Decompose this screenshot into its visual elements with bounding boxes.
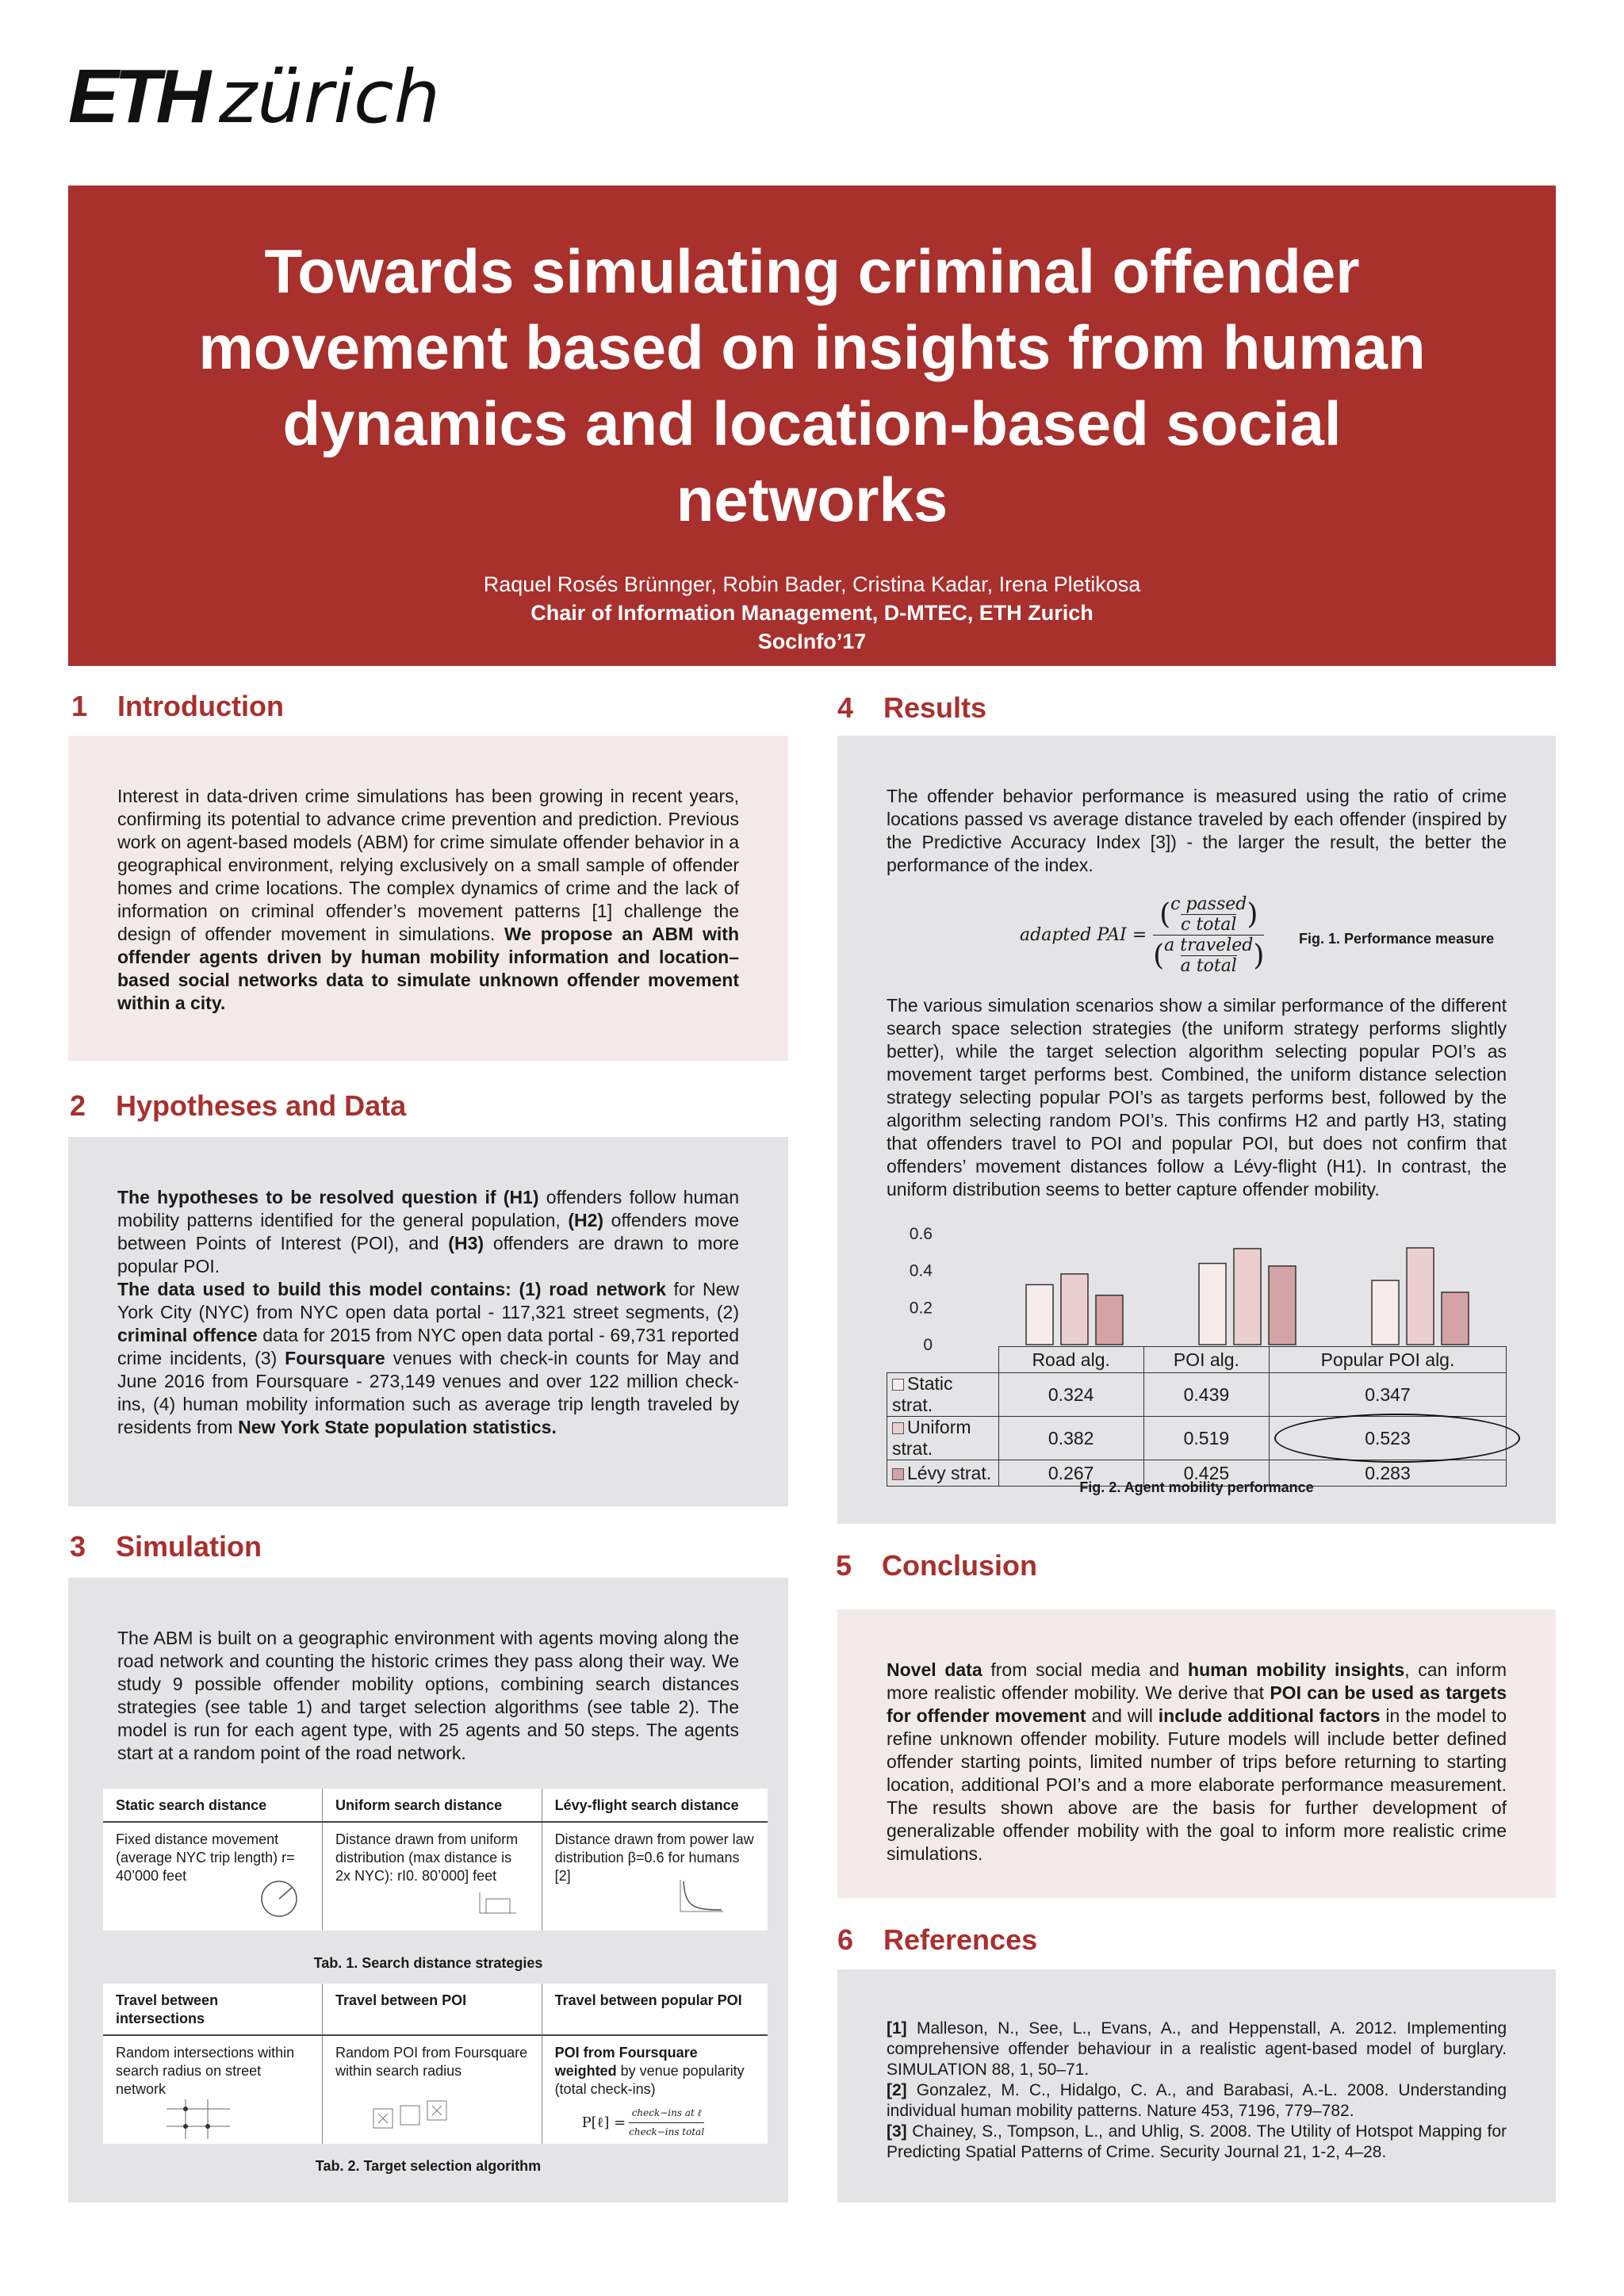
data-value-label [998,1373,1143,1417]
formula-n1: c passed [1170,894,1247,914]
table-header-row [103,1789,768,1822]
table-row [103,2035,768,2144]
formula-fraction [1153,894,1264,976]
text-regular: offenders follow human mobility patterns identified for the general population, [117,1187,740,1230]
cell-text: Distance drawn from uniform distribution (max distance is 2x NYC): rI0. 80’000] feet [335,1831,519,1884]
y-tick-label: 0 [923,1336,933,1354]
section-number: 2 [70,1089,86,1122]
bar-static-strat-1 [1199,1264,1226,1345]
section-number: 3 [70,1530,86,1563]
section-heading-introduction [71,690,284,723]
reference-tag: [1] [887,2019,907,2038]
chart-table-corner [887,1347,999,1373]
formula-lhs: adapted PAI = [1020,925,1147,945]
section-heading-simulation [70,1530,262,1563]
reference-text: Gonzalez, M. C., Hidalgo, C. A., and Barabasi, A.-L. 2008. Understanding individual human mobility patterns. Nature 453, 7196, 779–782. [887,2081,1507,2120]
series-name: Lévy strat. [907,1462,992,1483]
data-value-label [1143,1373,1269,1417]
text-bold: include additional factors [1158,1705,1381,1726]
table-cell-popular-poi [542,2035,768,2144]
data-value-label [1269,1373,1506,1417]
cell-text: Distance drawn from power law distribution β=0.6 for humans [2] [554,1831,754,1884]
series-name: Static strat. [892,1373,953,1415]
hypotheses-text [117,1186,739,1278]
y-tick-label: 0.4 [909,1261,933,1280]
text-bold: (H3) [448,1233,485,1253]
svg-text:ETH: ETH [68,55,206,135]
table-header: Static search distance [103,1789,323,1822]
cell-text-bold: POI from Foursquare weighted [554,2045,698,2079]
table-cell-uniform [323,1822,542,1931]
text-bold: (H1) [503,1187,539,1207]
formula-fraction [629,2104,704,2141]
table2-caption: Tab. 2. Target selection algorithm [315,2158,542,2174]
legend-swatch [892,1379,904,1391]
value-text: 0.519 [1183,1427,1230,1448]
table-cell-intersections [103,2035,323,2144]
formula-numerator: check−ins at ℓ [631,2107,702,2118]
section-number: 6 [837,1923,854,1956]
introduction-text [117,785,739,1015]
text-bold: Novel data [887,1659,982,1680]
chart-category-label: Popular POI alg. [1269,1347,1506,1373]
cell-text: Random POI from Foursquare within search radius [335,2045,528,2079]
cell-text [555,2044,755,2099]
section-title: Conclusion [882,1549,1037,1582]
chart-table-row [887,1373,1507,1417]
section-title: Hypotheses and Data [116,1089,407,1122]
text-bold: The data used to build this model contains: (1) road network [117,1279,666,1299]
formula-denominator: ( a traveled a total ) [1153,936,1265,976]
authors: Raquel Rosés Brünnger, Robin Bader, Cristina Kadar, Irena Pletikosa [483,572,1141,596]
table-header: Travel between intersections [103,1984,323,2035]
eth-zurich-logo [68,55,465,135]
chart-category-label: Road alg. [998,1347,1143,1373]
table-header: Uniform search distance [323,1789,542,1822]
y-tick-label: 0.2 [909,1299,933,1318]
reference-item [887,2080,1507,2122]
value-text: 0.347 [1365,1383,1411,1405]
formula-d1: c total [1181,915,1237,935]
formula-denominator: check−ins total [629,2122,704,2141]
formula-numerator: ( c passed c total ) [1159,894,1258,935]
value-text: 0.523 [1365,1427,1411,1448]
text-regular: and will [1086,1705,1159,1726]
target-selection-table [103,1984,768,2144]
table-header: Travel between POI [323,1984,542,2035]
chart-category-label: POI alg. [1143,1347,1269,1373]
poi-markers-icon [370,2098,450,2133]
reference-text: Chainey, S., Tompson, L., and Uhlig, S. 2008. The Utility of Hotspot Mapping for Predicting Spatial Patterns of Crime. Security Journal 21, 1-2, 4–28. [887,2122,1507,2161]
cell-text-regular: by venue popularity (total check-ins) [554,2063,745,2097]
reference-item [887,2122,1507,2163]
table-header: Lévy-flight search distance [542,1789,768,1822]
section-heading-results [837,691,986,725]
section-title: Introduction [117,690,284,722]
radius-circle-icon [259,1878,300,1919]
table-cell-static [103,1822,323,1931]
table-cell-poi [323,2035,542,2144]
series-legend-cell [887,1417,999,1460]
formula-n2: a traveled [1164,936,1254,955]
introduction-box [68,736,788,1061]
results-text-1: The offender behavior performance is measured using the ratio of crime locations passed vs average distance traveled by each offender (inspired by the Predictive Accuracy Index [3]) - the larger the result, the better the performance of the index. [887,786,1507,875]
series-name: Uniform strat. [892,1417,971,1459]
references-list [887,2019,1507,2163]
text-bold: Foursquare [285,1348,385,1368]
formula-lhs: P[ℓ] = [581,2114,626,2131]
results-text-2: The various simulation scenarios show a similar performance of the different search space selection strategies (the uniform strategy performs slightly better), while the target selection algorithm selecting popular POI’s as movement target performs best. Combined, the uniform distance selection strategy selecting popular POI’s as targets performs best, followed by the algorithm selecting random POI’s. This confirms H2 and partly H3, stating that offenders travel to POI and popular POI, but does not confirm that offenders’ movement distances follow a Lévy-flight (H1). In contrast, the uniform distribution seems to better capture offender mobility. [887,995,1507,1200]
value-text: 0.382 [1048,1427,1094,1448]
reference-tag: [2] [887,2081,907,2099]
section-number: 4 [837,691,854,724]
pai-formula [1020,894,1264,976]
power-law-curve-icon [677,1878,725,1915]
section-title: Results [883,691,987,724]
value-text: 0.324 [1048,1383,1094,1405]
legend-swatch [892,1468,904,1480]
text-bold: New York State population statistics. [238,1417,557,1437]
bar-static-strat-2 [1372,1280,1399,1345]
conference: SocInfo’17 [757,629,867,653]
text-regular: offenders move between Points of Interest (POI), and [117,1210,739,1253]
simulation-box [68,1578,788,2202]
hypotheses-box [68,1137,788,1506]
section-title: References [883,1923,1038,1956]
cell-text: Fixed distance movement (average NYC trip length) r= 40’000 feet [116,1831,295,1884]
bar-l-vy-strat-2 [1442,1292,1469,1345]
bar-l-vy-strat-0 [1096,1295,1123,1345]
section-number: 5 [836,1549,852,1582]
bar-l-vy-strat-1 [1269,1266,1296,1345]
results-box [837,736,1556,1524]
bar-uniform-strat-2 [1407,1248,1434,1345]
references-box [837,1969,1556,2202]
bar-static-strat-0 [1026,1284,1053,1345]
text-bold: human mobility insights [1188,1659,1405,1680]
text-bold: The hypotheses to be resolved question if [117,1187,504,1207]
title-banner [68,186,1556,666]
text-regular: in the model to refine unknown offender mobility. Future models will include better defined offender starting points, limited number of trips before returning to starting location, additional POI’s and a more elaborate performance measurement. The results shown above are the basis for further development of generalizable offender mobility with the goal to inform more realistic crime simulations. [887,1705,1507,1864]
reference-text: Malleson, N., See, L., Evans, A., and Heppenstall, A. 2012. Implementing comprehensive offender behaviour in a realistic agent-based model of burglary. SIMULATION 88, 1, 50–71. [887,2019,1507,2079]
chart-table-row [887,1417,1507,1460]
section-heading-hypotheses [70,1089,406,1123]
fig1-caption: Fig. 1. Performance measure [1299,931,1495,947]
y-tick-label: 0.6 [909,1226,933,1243]
uniform-distribution-icon [478,1891,518,1915]
formula-d2: a total [1180,956,1237,976]
section-number: 1 [71,690,88,722]
bar-uniform-strat-1 [1234,1249,1261,1345]
conclusion-box [837,1609,1556,1898]
affiliation: Chair of Information Management, D-MTEC, ETH Zurich [530,601,1094,625]
section-title: Simulation [116,1530,262,1563]
text-regular: offenders are drawn to more popular POI. [117,1233,739,1276]
value-text: 0.439 [1183,1383,1230,1405]
legend-swatch [892,1422,904,1434]
value-text: 0.283 [1365,1462,1411,1483]
intro-text-regular: Interest in data-driven crime simulations has been growing in recent years, confirming its potential to advance crime prevention and prediction. Previous work on agent-based models (ABM) for crime simulate offender behavior in a geographical environment, relying exclusively on a small sample of offender homes and crime locations. The complex dynamics of crime and the lack of information on criminal offender’s movement patterns [1] challenge the design of offender movement in simulations. [117,786,739,944]
text-regular: for New York City (NYC) from NYC open data portal - 117,321 street segments, (2) [117,1279,740,1322]
table1-caption: Tab. 1. Search distance strategies [313,1955,543,1971]
intro-text-bold: We propose an ABM with offender agents driven by human mobility information and location–based social networks data to simulate unknown offender movement within a city. [117,924,739,1013]
conclusion-text [887,1659,1507,1866]
data-value-label [998,1417,1143,1460]
cell-text: Random intersections within search radius on street network [116,2045,295,2097]
text-bold: criminal offence [117,1325,258,1345]
simulation-text: The ABM is built on a geographic environment with agents moving along the road network and counting the historic crimes they pass along their way. We study 9 possible offender mobility options, combining search distances strategies (see table 1) and target selection algorithms (see table 2). The model is run for each agent type, with 25 agents and 50 steps. The agents start at a random point of the road network. [117,1628,739,1763]
text-regular: data for 2015 from NYC open data portal - 69,731 reported crime incidents, (3) [117,1325,739,1368]
data-value-label [1269,1417,1506,1460]
table-cell-levy [542,1822,768,1931]
section-heading-references [837,1923,1037,1957]
value-text: 0.425 [1183,1462,1230,1483]
fig2-caption: Fig. 2. Agent mobility performance [1079,1479,1314,1495]
text-regular: , can inform more realistic offender mobility. We derive that [887,1659,1507,1703]
series-legend-cell [887,1373,999,1417]
reference-item [887,2019,1507,2080]
street-grid-icon [167,2099,230,2139]
popularity-formula [582,2104,705,2141]
reference-tag: [3] [887,2122,907,2141]
svg-text:zürich: zürich [219,55,440,135]
highlight-ellipse [1274,1414,1520,1463]
table-row [103,1822,768,1931]
data-text [117,1278,739,1439]
value-text: 0.267 [1048,1462,1094,1483]
section-heading-conclusion [836,1549,1037,1582]
text-bold: POI can be used as targets for offender movement [887,1682,1507,1726]
eth-zurich-logo-image [68,55,465,135]
poster-title: Towards simulating criminal offender movement based on insights from human dynamics and location-based social networks [198,236,1426,534]
bar-uniform-strat-0 [1061,1274,1088,1345]
data-value-label [1143,1417,1269,1460]
table-header-row [103,1984,768,2035]
text-bold: (H2) [568,1210,604,1230]
chart-data-table [887,1346,1507,1487]
text-regular: venues with check-in counts for May and June 2016 from Foursquare - 273,149 venues and over 122 million check-ins, (4) human mobility information such as average trip length traveled by residents from [117,1348,740,1437]
text-regular: from social media and [982,1659,1189,1680]
chart-table-header-row [887,1347,1507,1373]
table-header: Travel between popular POI [542,1984,768,2035]
search-distance-table [103,1789,768,1931]
